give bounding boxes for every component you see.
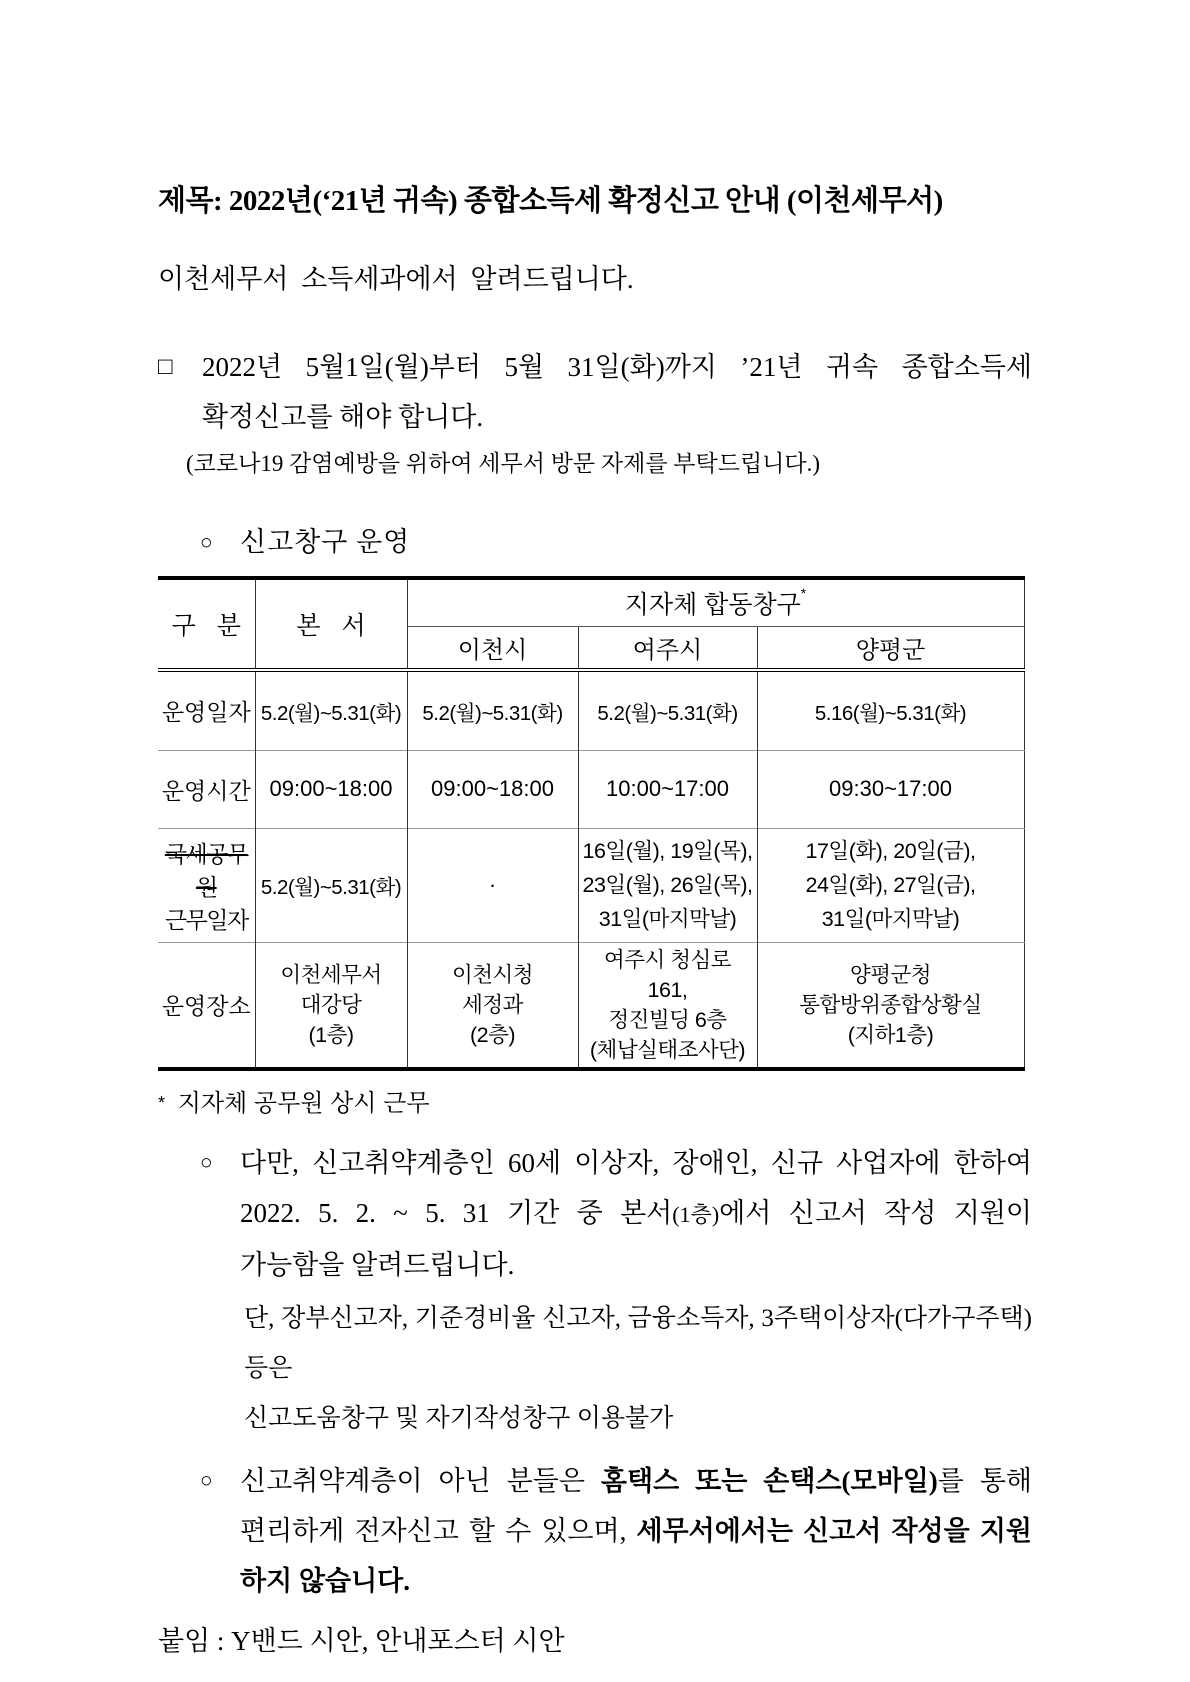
support-line-1: 다만, 신고취약계층인 60세 이상자, 장애인, 신규 사업자에 한하여	[240, 1147, 1032, 1178]
exclusion-paragraph	[244, 1294, 1032, 1444]
table-cell: 17일(화), 20일(금), 24일(화), 27일(금), 31일(마지막날)	[757, 828, 1024, 942]
etax-paragraph	[200, 1456, 1032, 1606]
table-row-tax-officials-workdays	[158, 828, 1024, 942]
table-cell: 이천세무서 대강당 (1층)	[255, 942, 407, 1069]
table-row-operating-location	[158, 942, 1024, 1069]
exclusion-line-2: 신고도움창구 및 자기작성창구 이용불가	[244, 1404, 674, 1432]
etax-line-1: 신고취약계층이 아닌 분들은 홈택스 또는 손택스(모바일)를 통해	[240, 1465, 1032, 1496]
section-heading: 신고창구 운영	[240, 527, 411, 557]
table-cell: 16일(월), 19일(목), 23일(월), 26일(목), 31일(마지막날)	[578, 828, 757, 942]
asterisk-mark: *	[158, 1092, 166, 1113]
table-cell: 09:00~18:00	[407, 750, 578, 828]
table-cell: 5.16(월)~5.31(화)	[757, 670, 1024, 750]
circle-bullet: ○	[200, 1467, 213, 1492]
intro-line: 이천세무서 소득세과에서 알려드립니다.	[158, 264, 634, 294]
table-cell: 10:00~17:00	[578, 750, 757, 828]
exclusion-line-1: 단, 장부신고자, 기준경비율 신고자, 금융소득자, 3주택이상자(다가구주택) 등은	[244, 1304, 1032, 1382]
table-header-joint-window: 지자체 합동창구*	[407, 578, 1024, 626]
row-label: 운영장소	[158, 942, 255, 1069]
square-bullet: □	[158, 354, 173, 380]
support-line-2: 2022. 5. 2. ~ 5. 31 기간 중 본서(1층)에서 신고서 작성 지원이	[240, 1197, 1032, 1228]
row-label: 국세공무원 근무일자	[158, 828, 255, 942]
table-cell: 5.2(월)~5.31(화)	[407, 670, 578, 750]
table-cell: 여주시 청심로 161, 정진빌딩 6층 (체납실태조사단)	[578, 942, 757, 1069]
row-label: 운영시간	[158, 750, 255, 828]
table-cell: 5.2(월)~5.31(화)	[578, 670, 757, 750]
table-header-yeoju: 여주시	[578, 626, 757, 670]
table-header-icheon: 이천시	[407, 626, 578, 670]
circle-bullet: ○	[200, 530, 213, 554]
table-cell: ·	[407, 828, 578, 942]
support-paragraph	[200, 1138, 1032, 1290]
table-header-yangpyeong: 양평군	[757, 626, 1024, 670]
table-header-main-office: 본 서	[255, 578, 407, 670]
row-label: 운영일자	[161, 699, 251, 726]
table-cell: 양평군청 통합방위종합상황실 (지하1층)	[757, 942, 1024, 1069]
table-cell: 09:30~17:00	[757, 750, 1024, 828]
filing-period-paragraph	[158, 342, 1032, 442]
etax-line-2: 편리하게 전자신고 할 수 있으며, 세무서에서는 신고서 작성을 지원	[240, 1515, 1032, 1546]
circle-bullet: ○	[200, 1149, 213, 1174]
document-title: 제목: 2022년(‘21년 귀속) 종합소득세 확정신고 안내 (이천세무서)	[158, 185, 943, 217]
support-line-3: 가능함을 알려드립니다.	[240, 1249, 515, 1280]
table-cell: 이천시청 세정과 (2층)	[407, 942, 578, 1069]
filing-period-line-2: 확정신고를 해야 합니다.	[202, 402, 484, 432]
table-header-category: 구 분	[158, 578, 255, 670]
table-cell: 5.2(월)~5.31(화)	[255, 828, 407, 942]
table-footnote: * 지자체 공무원 상시 근무	[158, 1089, 430, 1117]
covid-note: (코로나19 감염예방을 위하여 세무서 방문 자제를 부탁드립니다.)	[186, 451, 821, 476]
attachment-line: 붙임 : Y밴드 시안, 안내포스터 시안	[158, 1625, 565, 1656]
asterisk-mark: *	[800, 584, 807, 601]
table-cell: 5.2(월)~5.31(화)	[255, 670, 407, 750]
filing-period-line-1: 2022년 5월1일(월)부터 5월 31일(화)까지 ’21년 귀속 종합소득세	[202, 352, 1032, 382]
table-cell: 09:00~18:00	[255, 750, 407, 828]
table-row-operating-dates	[158, 670, 1024, 750]
report-window-table	[158, 576, 1025, 1071]
etax-line-3: 하지 않습니다.	[240, 1565, 410, 1596]
table-row-operating-hours	[158, 750, 1024, 828]
report-window-heading	[200, 518, 1032, 566]
